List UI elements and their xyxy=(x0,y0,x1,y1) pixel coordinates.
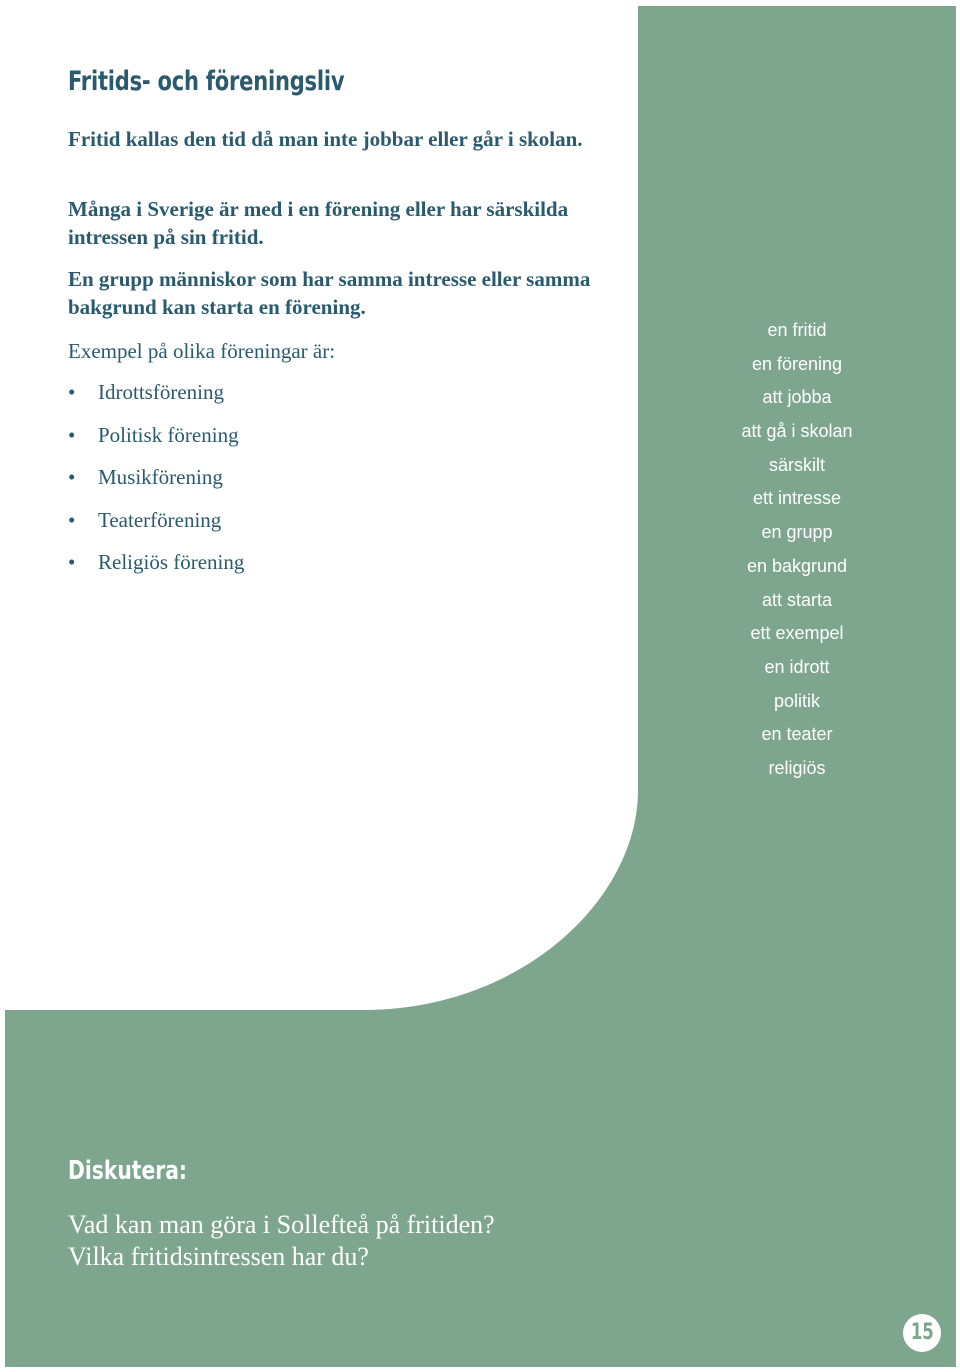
list-item-label: Religiös förening xyxy=(98,550,245,574)
list-item xyxy=(68,378,244,421)
vocabulary-word: ett exempel xyxy=(750,623,844,644)
list-item xyxy=(68,506,244,549)
vocabulary-word: ett intresse xyxy=(752,488,842,509)
vocabulary-word: religiös xyxy=(768,757,826,778)
bullet-icon: • xyxy=(68,380,76,404)
bullet-icon: • xyxy=(68,550,76,574)
bullet-icon: • xyxy=(68,465,76,489)
vocabulary-word: att jobba xyxy=(762,387,832,408)
vocabulary-word: en grupp xyxy=(761,522,833,543)
list-item xyxy=(68,463,244,506)
paragraph-starta-forening: En grupp människor som har samma intresse eller samma bakgrund kan starta en förening. xyxy=(68,267,591,319)
list-item-label: Politisk förening xyxy=(98,422,239,447)
list-item-label: Musikförening xyxy=(98,465,223,489)
paragraph-fritid-definition: Fritid kallas den tid då man inte jobbar eller går i skolan. xyxy=(68,127,583,151)
page-number: 15 xyxy=(910,1320,934,1345)
paragraph-foreningar-sverige: Många i Sverige är med i en förening eller har särskilda intressen på sin fritid. xyxy=(68,197,569,249)
list-item xyxy=(68,548,244,591)
vocabulary-word: särskilt xyxy=(768,454,825,475)
association-example-list xyxy=(68,378,244,591)
discussion-heading: Diskutera: xyxy=(68,1156,188,1186)
page-number-badge xyxy=(903,1314,941,1352)
bullet-icon: • xyxy=(68,422,76,447)
vocabulary-word: en bakgrund xyxy=(746,555,848,576)
page-title: Fritids- och föreningsliv xyxy=(68,66,345,97)
list-item-label: Idrottsförening xyxy=(98,380,224,404)
vocabulary-word: politik xyxy=(773,690,821,711)
list-item xyxy=(68,421,244,464)
vocabulary-word: att starta xyxy=(761,589,833,610)
vocabulary-word: att gå i skolan xyxy=(741,421,853,442)
discussion-question: Vilka fritidsintressen har du? xyxy=(68,1242,369,1271)
vocabulary-word: en fritid xyxy=(767,320,827,340)
list-item-label: Teaterförening xyxy=(98,507,222,532)
vocabulary-word: en förening xyxy=(751,353,843,374)
vocabulary-word: en idrott xyxy=(764,656,830,677)
paragraph-exempel-intro: Exempel på olika föreningar är: xyxy=(68,339,336,363)
vocabulary-list xyxy=(717,316,877,788)
bullet-icon: • xyxy=(68,507,76,532)
discussion-question: Vad kan man göra i Sollefteå på fritiden? xyxy=(68,1210,495,1239)
vocabulary-word: en teater xyxy=(761,724,833,745)
